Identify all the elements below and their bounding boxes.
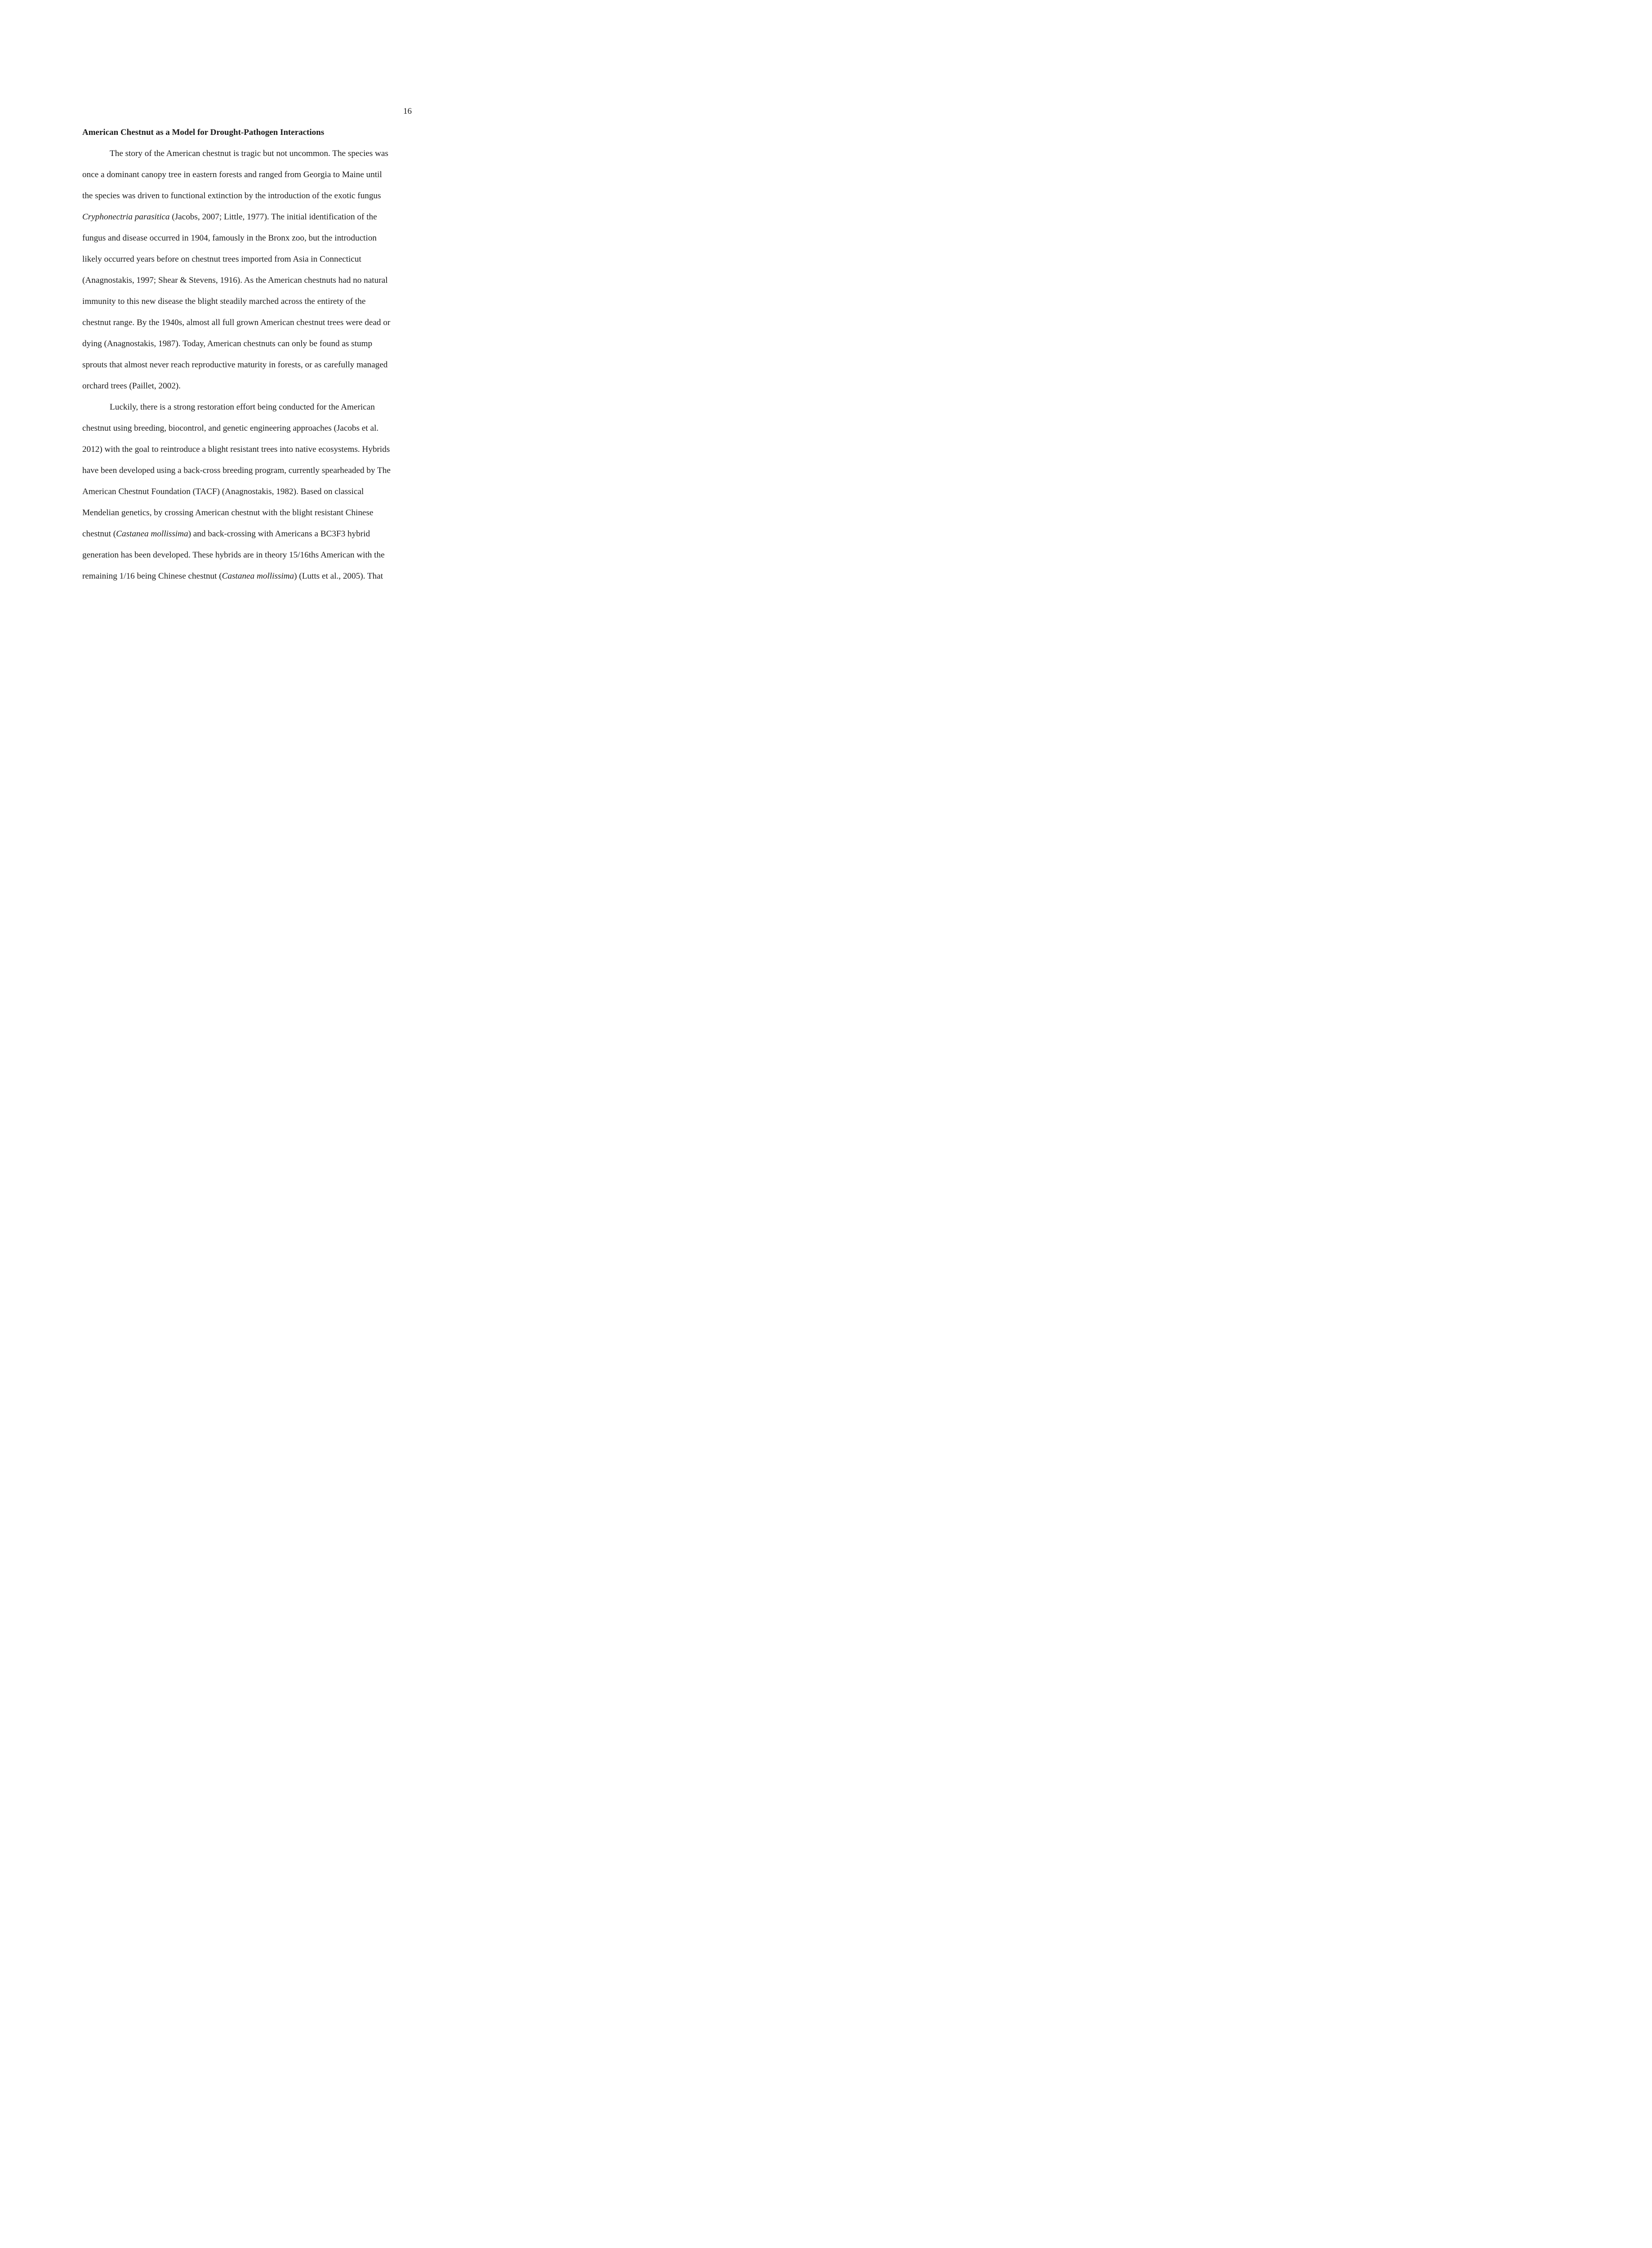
text-run: orchard trees (Paillet, 2002). [82, 381, 181, 391]
text-run: remaining 1/16 being Chinese chestnut ( [82, 571, 222, 581]
text-run: American Chestnut Foundation (TACF) (Anagnostakis, 1982). Based on classical [82, 487, 364, 496]
text-run: the species was driven to functional extinction by the introduction of the exotic fungus [82, 191, 381, 201]
text-line [82, 418, 415, 439]
text-run: fungus and disease occurred in 1904, famously in the Bronx zoo, but the introduction [82, 233, 377, 243]
text-line [82, 439, 415, 460]
text-run: The story of the American chestnut is tragic but not uncommon. The species was [110, 149, 388, 158]
text-line [82, 460, 415, 481]
text-run: once a dominant canopy tree in eastern forests and ranged from Georgia to Maine until [82, 170, 382, 179]
text-line [82, 185, 415, 206]
text-line [82, 312, 415, 333]
text-run: Mendelian genetics, by crossing American chestnut with the blight resistant Chinese [82, 508, 374, 517]
text-run: 2012) with the goal to reintroduce a blight resistant trees into native ecosystems. Hybrids [82, 445, 390, 454]
text-run: (Anagnostakis, 1997; Shear & Stevens, 1916). As the American chestnuts had no natural [82, 276, 388, 285]
text-line [82, 354, 415, 375]
text-run: chestnut ( [82, 529, 116, 539]
text-line [82, 206, 415, 227]
text-run: generation has been developed. These hybrids are in theory 15/16ths American with the [82, 550, 385, 560]
text-line [82, 291, 415, 312]
text-line [82, 502, 415, 523]
text-run: dying (Anagnostakis, 1987). Today, American chestnuts can only be found as stump [82, 339, 373, 348]
text-line [82, 270, 415, 291]
text-run: have been developed using a back-cross breeding program, currently spearheaded by The [82, 466, 391, 475]
text-run: (Jacobs, 2007; Little, 1977). The initial identification of the [169, 212, 377, 222]
italic-species-name: Cryphonectria parasitica [82, 212, 170, 222]
text-line [82, 375, 415, 397]
page-number: 16 [403, 107, 412, 116]
text-run: likely occurred years before on chestnut trees imported from Asia in Connecticut [82, 254, 361, 264]
text-line [82, 523, 415, 544]
text-run: chestnut using breeding, biocontrol, and genetic engineering approaches (Jacobs et al. [82, 424, 379, 433]
text-run: sprouts that almost never reach reproductive maturity in forests, or as carefully managed [82, 360, 388, 370]
text-line [82, 481, 415, 502]
paragraph [82, 397, 415, 587]
section-heading: American Chestnut as a Model for Drought-Pathogen Interactions [82, 128, 325, 137]
paragraph [82, 143, 415, 397]
text-run: immunity to this new disease the blight steadily marched across the entirety of the [82, 297, 366, 306]
text-line [82, 164, 415, 185]
text-line [82, 544, 415, 566]
body-text [82, 143, 415, 587]
text-run: Luckily, there is a strong restoration effort being conducted for the American [110, 402, 375, 412]
document-page [0, 0, 472, 713]
text-run: ) (Lutts et al., 2005). That [294, 571, 383, 581]
italic-species-name: Castanea mollissima [116, 529, 188, 539]
italic-species-name: Castanea mollissima [222, 571, 294, 581]
text-run: chestnut range. By the 1940s, almost all full grown American chestnut trees were dead or [82, 318, 391, 327]
text-line [82, 566, 415, 587]
text-run: ) and back-crossing with Americans a BC3F3 hybrid [188, 529, 370, 539]
text-line [82, 249, 415, 270]
text-line [82, 227, 415, 249]
text-line [82, 397, 415, 418]
text-line [82, 143, 415, 164]
text-line [82, 333, 415, 354]
